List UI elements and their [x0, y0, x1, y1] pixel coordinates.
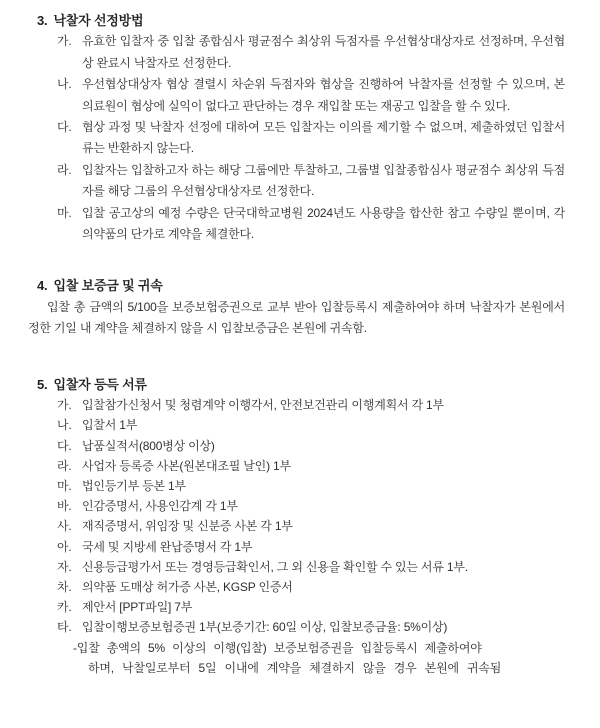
- item-text: 입찰자는 입찰하고자 하는 해당 그룹에만 투찰하고, 그룹별 입찰종합심사 평균점수 최상위 득점자를 해당 그룹의 우선협상대상자로 선정한다.: [82, 162, 565, 199]
- list-item: [57, 476, 565, 496]
- item-text: 국세 및 지방세 완납증명서 각 1부: [82, 539, 253, 554]
- item-label: 다.: [57, 438, 72, 453]
- list-item: [57, 537, 565, 557]
- item-text: 입찰서 1부: [82, 418, 138, 433]
- item-label: 나.: [57, 418, 72, 433]
- item-label: 차.: [57, 579, 72, 594]
- list-item: [57, 617, 565, 637]
- list-item: [57, 415, 565, 435]
- item-label: 가.: [57, 398, 72, 413]
- sub-line: 하며, 낙찰일로부터 5일 이내에 계약을 체결하지 않을 경우 본원에 귀속됨: [88, 660, 502, 675]
- item-text: 유효한 입찰자 중 입찰 종합심사 평균점수 최상위 득점자를 우선협상대상자로 선정하며, 우선협상 완료시 낙찰자로 선정한다.: [82, 34, 565, 70]
- item-label: 아.: [57, 539, 72, 554]
- item-label: 마.: [57, 205, 72, 220]
- list-item: [57, 74, 565, 117]
- item-text: 사업자 등록증 사본(원본대조필 날인) 1부: [82, 458, 291, 473]
- section-bid-deposit: [28, 275, 565, 339]
- item-label: 바.: [57, 499, 72, 514]
- section-title: 낙찰자 선정방법: [53, 13, 144, 28]
- section-number: 4.: [37, 278, 48, 294]
- item-label: 나.: [57, 77, 72, 92]
- item-text: 입찰이행보증보험증권 1부(보증기간: 60일 이상, 입찰보증금율: 5%이상): [82, 620, 448, 635]
- item-text: 인감증명서, 사용인감계 각 1부: [82, 499, 238, 514]
- section-title: 입찰 보증금 및 귀속: [53, 278, 163, 294]
- sub-line: -입찰 총액의 5% 이상의 이행(입찰) 보증보험증권을 입찰등록시 제출하여야: [73, 640, 482, 655]
- section-heading: [37, 374, 565, 395]
- list-item: [57, 395, 565, 415]
- item-text: 재직증명서, 위임장 및 신분증 사본 각 1부: [82, 519, 293, 534]
- list-item: [57, 31, 565, 74]
- section-bid-winner-selection: [37, 10, 565, 245]
- list-item: [57, 577, 565, 597]
- item-label: 사.: [57, 519, 72, 534]
- list-item: [57, 436, 565, 456]
- list-item: [57, 597, 565, 617]
- list-item: [57, 496, 565, 516]
- item-text: 입찰 공고상의 예정 수량은 단국대학교병원 2024년도 사용량을 합산한 참고 수량일 뿐이며, 각 의약품의 단가로 계약을 체결한다.: [82, 205, 565, 242]
- item-label: 다.: [57, 120, 72, 135]
- item-label: 카.: [57, 600, 72, 615]
- list-item: [57, 516, 565, 536]
- item-label: 라.: [57, 162, 72, 177]
- item-label: 라.: [57, 458, 72, 473]
- section-item-list: [37, 31, 565, 245]
- item-text: 의약품 도매상 허가증 사본, KGSP 인증서: [82, 579, 293, 594]
- item-text: 협상 과정 및 낙찰자 선정에 대하여 모든 입찰자는 이의를 제기할 수 없으며, 제출하였던 입찰서류는 반환하지 않는다.: [82, 120, 565, 156]
- list-item: [57, 456, 565, 476]
- item-text: 제안서 [PPT파일] 7부: [82, 600, 193, 615]
- section-number: 5.: [37, 376, 48, 392]
- section-item-list: [37, 395, 565, 678]
- item-text: 납품실적서(800병상 이상): [82, 438, 215, 453]
- section-title: 입찰자 등득 서류: [53, 376, 147, 392]
- body-paragraph: 입찰 총 금액의 5/100을 보증보험증권으로 교부 받아 입찰등록시 제출하여야 하며 낙찰자가 본원에서 정한 기일 내 계약을 체결하지 않을 시 입찰보증금은 본원에 귀속함.: [28, 299, 565, 336]
- section-number: 3.: [37, 13, 48, 28]
- item-label: 마.: [57, 478, 72, 493]
- section-heading: [37, 275, 565, 296]
- item-label: 가.: [57, 34, 72, 49]
- item-text: 신용등급평가서 또는 경영등급확인서, 그 외 신용을 확인할 수 있는 서류 1부.: [82, 559, 468, 574]
- list-item: [57, 117, 565, 160]
- list-item: [57, 557, 565, 577]
- item-label: 타.: [57, 620, 72, 635]
- item-text: 입찰참가신청서 및 청렴계약 이행각서, 안전보건관리 이행계획서 각 1부: [82, 398, 444, 413]
- list-item: [57, 203, 565, 246]
- item-text: 우선협상대상자 협상 결렬시 차순위 득점자와 협상을 진행하여 낙찰자를 선정할 수 있으며, 본 의료원이 협상에 실익이 없다고 판단하는 경우 재입찰 또는 재공고 입찰을 할 수 있다.: [82, 77, 565, 113]
- item-text: 법인등기부 등본 1부: [82, 478, 186, 493]
- section-registration-documents: [37, 374, 565, 678]
- item-label: 자.: [57, 559, 72, 574]
- section-heading: [37, 10, 565, 31]
- list-item: [57, 160, 565, 203]
